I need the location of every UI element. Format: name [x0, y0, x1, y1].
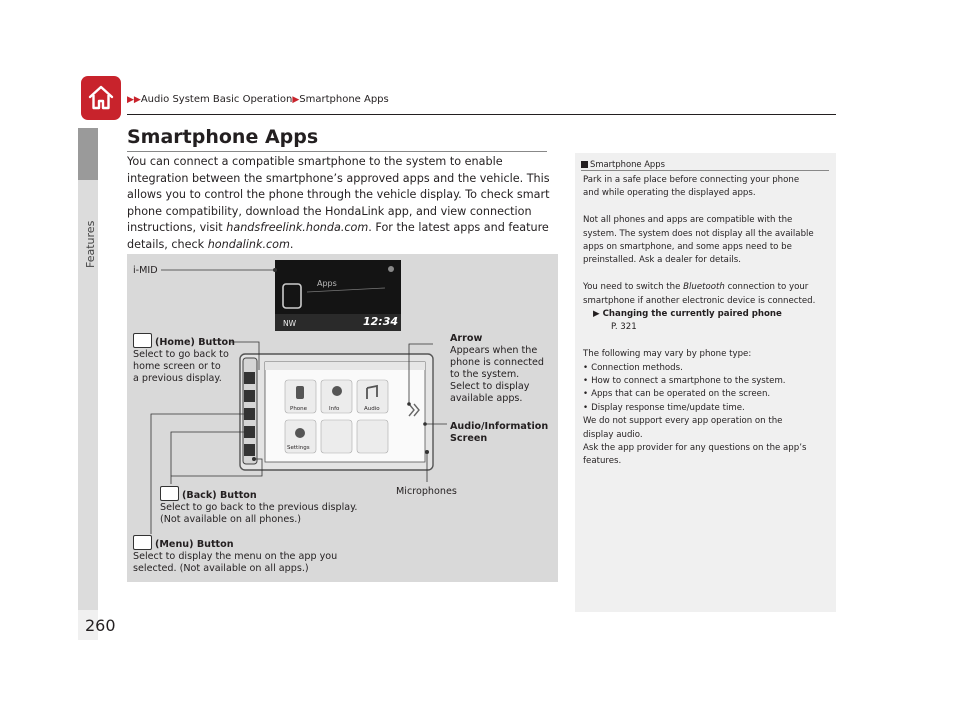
arrow-callout-title: Arrow — [450, 333, 483, 344]
note-bullet: • Display response time/update time. — [583, 402, 831, 415]
menu-button-callout — [133, 535, 337, 575]
cross-reference-link[interactable] — [583, 308, 831, 321]
note-text: The following may vary by phone type: — [583, 349, 752, 360]
note-text: display audio. — [583, 429, 643, 440]
note-text: connection to your — [724, 282, 809, 293]
back-button-callout — [160, 486, 357, 526]
cross-reference-title[interactable]: Changing the currently paired phone — [602, 309, 782, 320]
note-rule — [581, 170, 829, 171]
menu-callout-desc: selected. (Not available on all apps.) — [133, 563, 309, 574]
back-callout-desc: Select to go back to the previous display. — [160, 502, 358, 513]
intro-paragraph — [127, 154, 557, 254]
intro-text: . For the latest apps and feature details, check — [127, 221, 549, 251]
back-callout-title: (Back) Button — [182, 490, 257, 501]
section-tab-features[interactable]: Features — [84, 220, 97, 268]
imid-screen-title: Apps — [317, 279, 337, 288]
audio-callout-title: Audio/Information — [450, 421, 549, 432]
head-unit-illustration — [127, 254, 558, 582]
rail-block-dark — [78, 128, 98, 180]
menu-icon — [133, 535, 152, 550]
note-text: You need to switch the — [583, 282, 684, 293]
breadcrumb-arrow-icon: ▶ — [292, 95, 300, 105]
note-bullet: • Apps that can be operated on the screen. — [583, 388, 831, 401]
note-bullet: • How to connect a smartphone to the system. — [583, 375, 831, 388]
note-text: system. The system does not display all the available — [583, 228, 814, 239]
intro-text: You can connect a compatible smartphone to the system to enable integration between the smartphone’s approved apps and the vehicle. This allows you to control the phone through the vehicle display. To check smart phone compatibility, download the HondaLink app, and view connection instructions, visit — [127, 155, 550, 235]
note-text: We do not support every app operation on the — [583, 416, 783, 427]
page-title: Smartphone Apps — [127, 126, 319, 148]
note-text: smartphone if another electronic device is connected. — [583, 295, 816, 306]
home-button[interactable] — [81, 76, 121, 120]
home-callout-title: (Home) Button — [155, 337, 235, 348]
home-icon — [88, 84, 114, 112]
home-callout-desc: a previous display. — [133, 373, 222, 384]
arrow-callout-desc: phone is connected — [450, 357, 545, 368]
reference-arrow-icon: ▶ — [593, 309, 603, 320]
cross-reference-page: P. 321 — [611, 322, 637, 333]
header-rule — [127, 114, 836, 115]
link-hondalink[interactable]: hondalink.com — [207, 237, 290, 251]
audio-callout-title: Screen — [450, 433, 488, 444]
home-button-callout — [133, 333, 235, 385]
note-text: Park in a safe place before connecting your phone — [583, 175, 800, 185]
app-label-audio: Audio — [364, 406, 380, 412]
app-label-phone: Phone — [290, 406, 308, 412]
note-text: apps on smartphone, and some apps need to be — [583, 242, 792, 253]
note-heading — [581, 159, 665, 169]
note-bullet: • Connection methods. — [583, 362, 831, 375]
home-callout-desc: Select to go back to — [133, 349, 229, 360]
note-marker-icon — [581, 161, 588, 168]
app-label-settings: Settings — [287, 445, 310, 451]
intro-text: . — [289, 237, 294, 251]
imid-label: i-MID — [133, 265, 158, 276]
arrow-callout-desc: available apps. — [450, 393, 523, 404]
back-icon — [160, 486, 179, 501]
note-heading-text: Smartphone Apps — [590, 159, 665, 169]
title-rule — [127, 151, 547, 152]
note-body — [583, 174, 831, 469]
note-text: preinstalled. Ask a dealer for details. — [583, 255, 741, 266]
menu-callout-desc: Select to display the menu on the app you — [133, 551, 338, 562]
note-text: Not all phones and apps are compatible with the — [583, 215, 793, 226]
arrow-callout-desc: to the system. — [450, 369, 520, 380]
breadcrumb-item-audio-system[interactable]: Audio System Basic Operation — [140, 94, 293, 105]
home-callout-desc: home screen or to — [133, 361, 221, 372]
note-text: Ask the app provider for any questions on the app’s — [583, 443, 807, 454]
note-text-em: Bluetooth — [683, 282, 725, 293]
link-handsfreelink[interactable]: handsfreelink.honda.com — [226, 221, 369, 235]
arrow-callout-desc: Select to display — [450, 381, 530, 392]
microphones-callout: Microphones — [396, 486, 457, 497]
back-callout-desc: (Not available on all phones.) — [160, 514, 302, 525]
app-label-info: Info — [329, 406, 340, 412]
note-text: features. — [583, 456, 622, 467]
breadcrumb-arrow-icon: ▶▶ — [127, 95, 141, 105]
home-grid-icon — [133, 333, 152, 348]
arrow-callout — [450, 333, 544, 405]
menu-callout-title: (Menu) Button — [155, 539, 234, 550]
imid-clock: 12:34 — [363, 315, 399, 328]
figure-panel — [127, 254, 558, 582]
audio-screen-callout — [450, 421, 548, 445]
breadcrumb — [127, 94, 389, 105]
note-text: and while operating the displayed apps. — [583, 188, 756, 199]
arrow-callout-desc: Appears when the — [450, 345, 538, 356]
imid-compass: NW — [283, 319, 297, 328]
breadcrumb-item-smartphone-apps[interactable]: Smartphone Apps — [299, 94, 389, 105]
page-number: 260 — [85, 616, 116, 635]
